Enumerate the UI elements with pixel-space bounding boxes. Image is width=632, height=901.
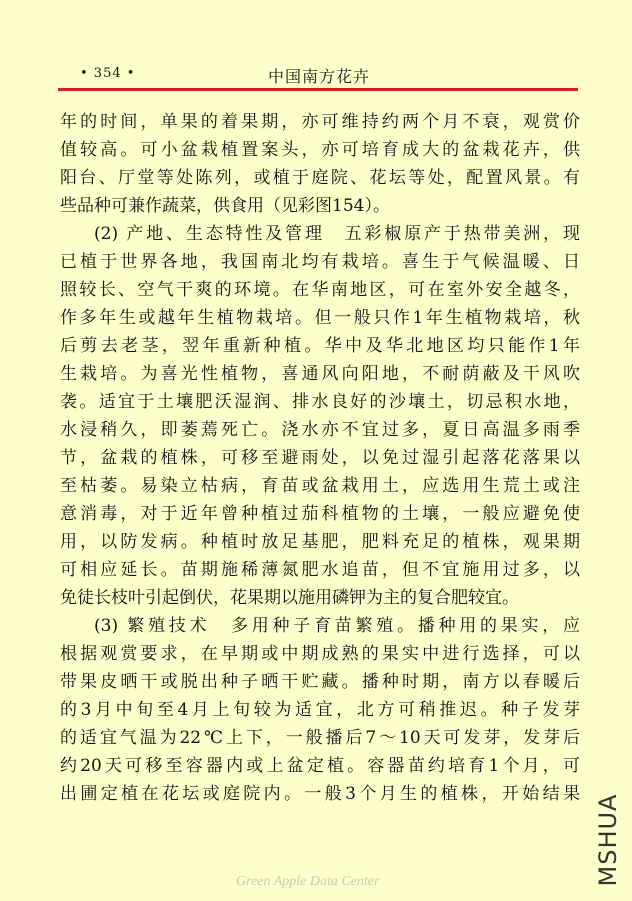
text-line: 阳台、厅堂等处陈列，或植于庭院、花坛等处，配置风景。有 — [60, 168, 580, 188]
body-text — [60, 108, 580, 808]
text-line: 年的时间，单果的着果期，亦可维持约两个月不衰，观赏价 — [60, 112, 580, 132]
text-line: 出圃定植在花坛或庭院内。一般3个月生的植株，开始结果 — [60, 784, 580, 804]
text-line: 免徒长枝叶引起倒伏，花果期以施用磷钾为主的复合肥较宜。 — [60, 588, 519, 608]
text-line: 水浸稍久，即萎蔫死亡。浇水亦不宜过多，夏日高温多雨季 — [60, 420, 580, 440]
text-line: 些品种可兼作蔬菜，供食用（见彩图154）。 — [60, 196, 390, 216]
header-rule — [58, 88, 578, 91]
text-line: 后剪去老茎，翌年重新种植。华中及华北地区均只能作1年 — [60, 336, 580, 356]
text-line: 用，以防发病。种植时放足基肥，肥料充足的植株，观果期 — [60, 532, 580, 552]
page-number: • 354 • — [80, 66, 136, 81]
text-line: 根据观赏要求，在早期或中期成熟的果实中进行选择，可以 — [60, 644, 580, 664]
section-heading-line: (2) 产地、生态特性及管理 五彩椒原产于热带美洲，现 — [94, 224, 580, 244]
text-line: 约20天可移至容器内或上盆定植。容器苗约培育1个月，可 — [60, 756, 580, 776]
side-watermark — [590, 790, 626, 890]
text-line: 的3月中旬至4月上旬较为适宜，北方可稍推迟。种子发芽 — [60, 700, 580, 720]
text-line: 生栽培。为喜光性植物，喜通风向阳地，不耐荫蔽及干风吹 — [60, 364, 580, 384]
text-line: 作多年生或越年生植物栽培。但一般只作1年生植物栽培，秋 — [60, 308, 580, 328]
text-line: 的适宜气温为22℃上下，一般播后7～10天可发芽，发芽后 — [60, 728, 580, 748]
text-line: 至枯萎。易染立枯病，育苗或盆栽用土，应选用生荒土或注 — [60, 476, 580, 496]
running-title: 中国南方花卉 — [268, 67, 371, 86]
text-line: 袭。适宜于土壤肥沃湿润、排水良好的沙壤土，切忌积水地， — [60, 392, 580, 412]
side-watermark-text: MSHUA — [594, 793, 622, 887]
footer-watermark: Green Apple Data Center — [236, 874, 380, 889]
running-header — [58, 64, 578, 88]
text-line: 值较高。可小盆栽植置案头，亦可培育成大的盆栽花卉，供 — [60, 140, 580, 160]
text-line: 意消毒，对于近年曾种植过茄科植物的土壤，一般应避免使 — [60, 504, 580, 524]
text-line: 节，盆栽的植株，可移至避雨处，以免过湿引起落花落果以 — [60, 448, 580, 468]
text-line: 照较长、空气干爽的环境。在华南地区，可在室外安全越冬， — [60, 280, 580, 300]
text-line: 可相应延长。苗期施稀薄氮肥水追苗，但不宜施用过多，以 — [60, 560, 580, 580]
text-line: 已植于世界各地，我国南北均有栽培。喜生于气候温暖、日 — [60, 252, 580, 272]
text-line: 带果皮晒干或脱出种子晒干贮藏。播种时期，南方以春暖后 — [60, 672, 580, 692]
section-heading-line: (3) 繁殖技术 多用种子育苗繁殖。播种用的果实，应 — [94, 616, 580, 636]
